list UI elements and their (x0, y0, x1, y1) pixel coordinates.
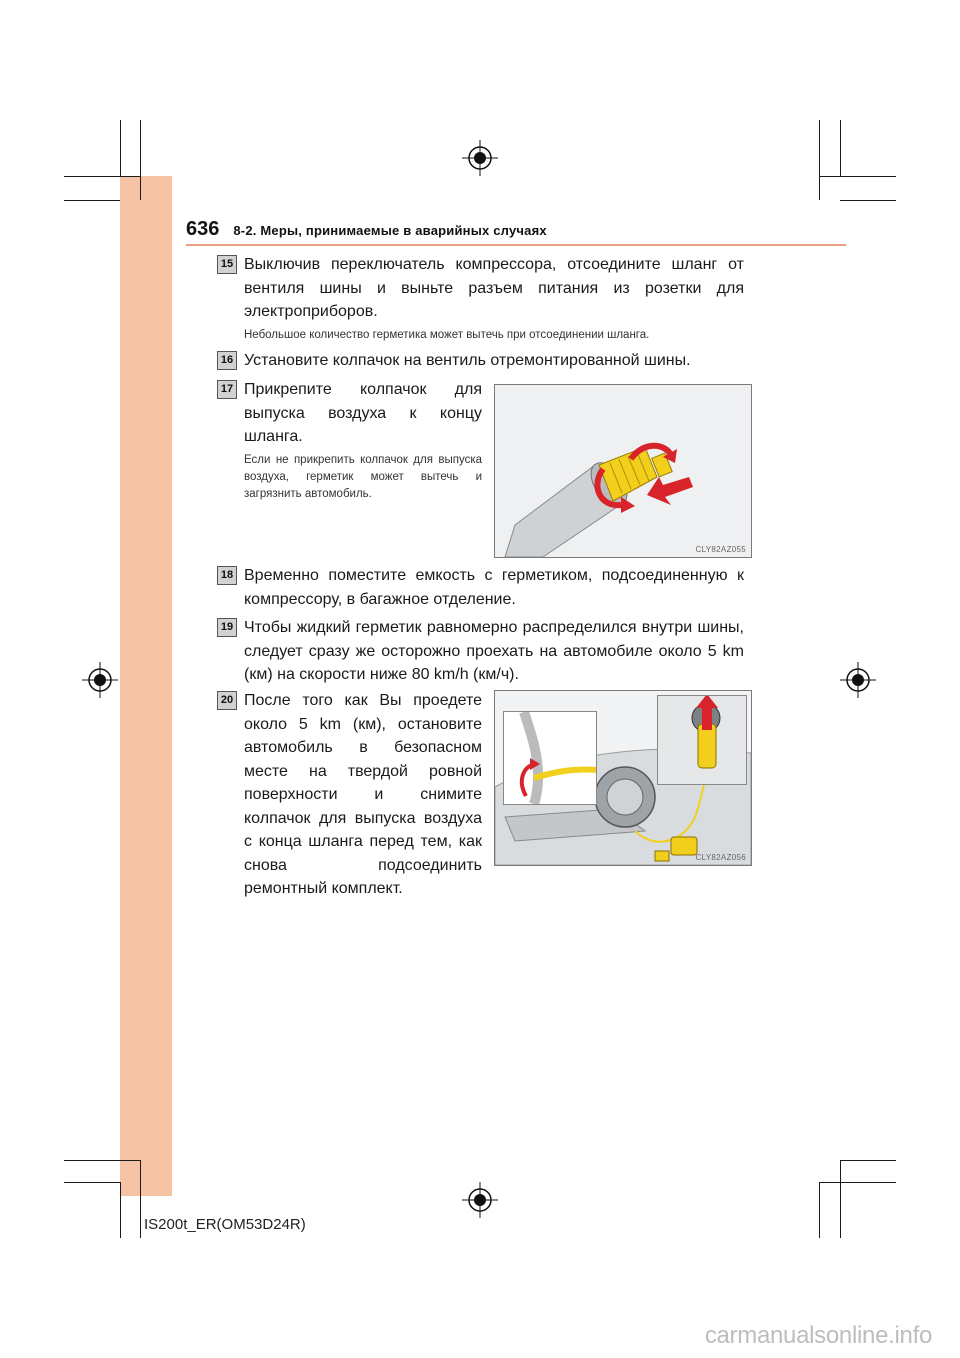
car-kit-figure (494, 690, 752, 866)
step-15-text: Выключив переключатель компрессора, отсоедините шланг от вентиля шины и выньте разъем питания из розетки для электроприборов. (244, 256, 744, 320)
socket-inset-illustration (658, 696, 746, 784)
step-number-18: 18 (217, 566, 237, 585)
step-20-text: После того как Вы проедете около 5 km (км), остановите автомобиль в безопасном месте на твердой ровной поверхности и снимите колпачок для выпуска воздуха с конца шланга перед тем, как снова подсоединить ремонтный комплект. (244, 692, 482, 897)
step-number-20: 20 (217, 691, 237, 710)
valve-inset-illustration (504, 712, 596, 804)
step-17-note: Если не прикрепить колпачок для выпуска воздуха, герметик может вытечь и загрязнить автомобиль. (244, 454, 482, 500)
registration-mark-icon (838, 660, 878, 700)
step-15-note: Небольшое количество герметика может вытечь при отсоединении шланга. (244, 329, 650, 341)
registration-mark-icon (460, 1180, 500, 1220)
page-number: 636 (186, 218, 220, 240)
step-number-15: 15 (217, 255, 237, 274)
figure-code: CLY82AZ056 (695, 853, 746, 862)
step-number-16: 16 (217, 351, 237, 370)
step-number-17: 17 (217, 380, 237, 399)
step-17-text: Прикрепите колпачок для выпуска воздуха к концу шланга. (244, 381, 482, 445)
watermark: carmanualsonline.info (704, 1322, 932, 1349)
figure-code: CLY82AZ055 (695, 545, 746, 554)
step-19-text: Чтобы жидкий герметик равномерно распределился внутри шины, следует сразу же осторожно проехать на автомобиле около 5 km (км) на скорости ниже 80 km/h (км/ч). (244, 619, 744, 683)
push-arrow-icon (495, 385, 751, 557)
registration-mark-icon (460, 138, 500, 178)
step-16-text: Установите колпачок на вентиль отремонтированной шины. (244, 352, 691, 369)
side-band (120, 176, 172, 1196)
registration-mark-icon (80, 660, 120, 700)
step-18-text: Временно поместите емкость с герметиком, подсоединенную к компрессору, в багажное отделение. (244, 567, 744, 608)
valve-inset (503, 711, 597, 805)
page-header (186, 218, 547, 241)
header-divider (186, 244, 846, 246)
socket-inset (657, 695, 747, 785)
hose-cap-figure (494, 384, 752, 558)
step-number-19: 19 (217, 618, 237, 637)
doc-code: IS200t_ER(OM53D24R) (144, 1216, 306, 1233)
section-title: 8-2. Меры, принимаемые в аварийных случаях (233, 223, 547, 238)
